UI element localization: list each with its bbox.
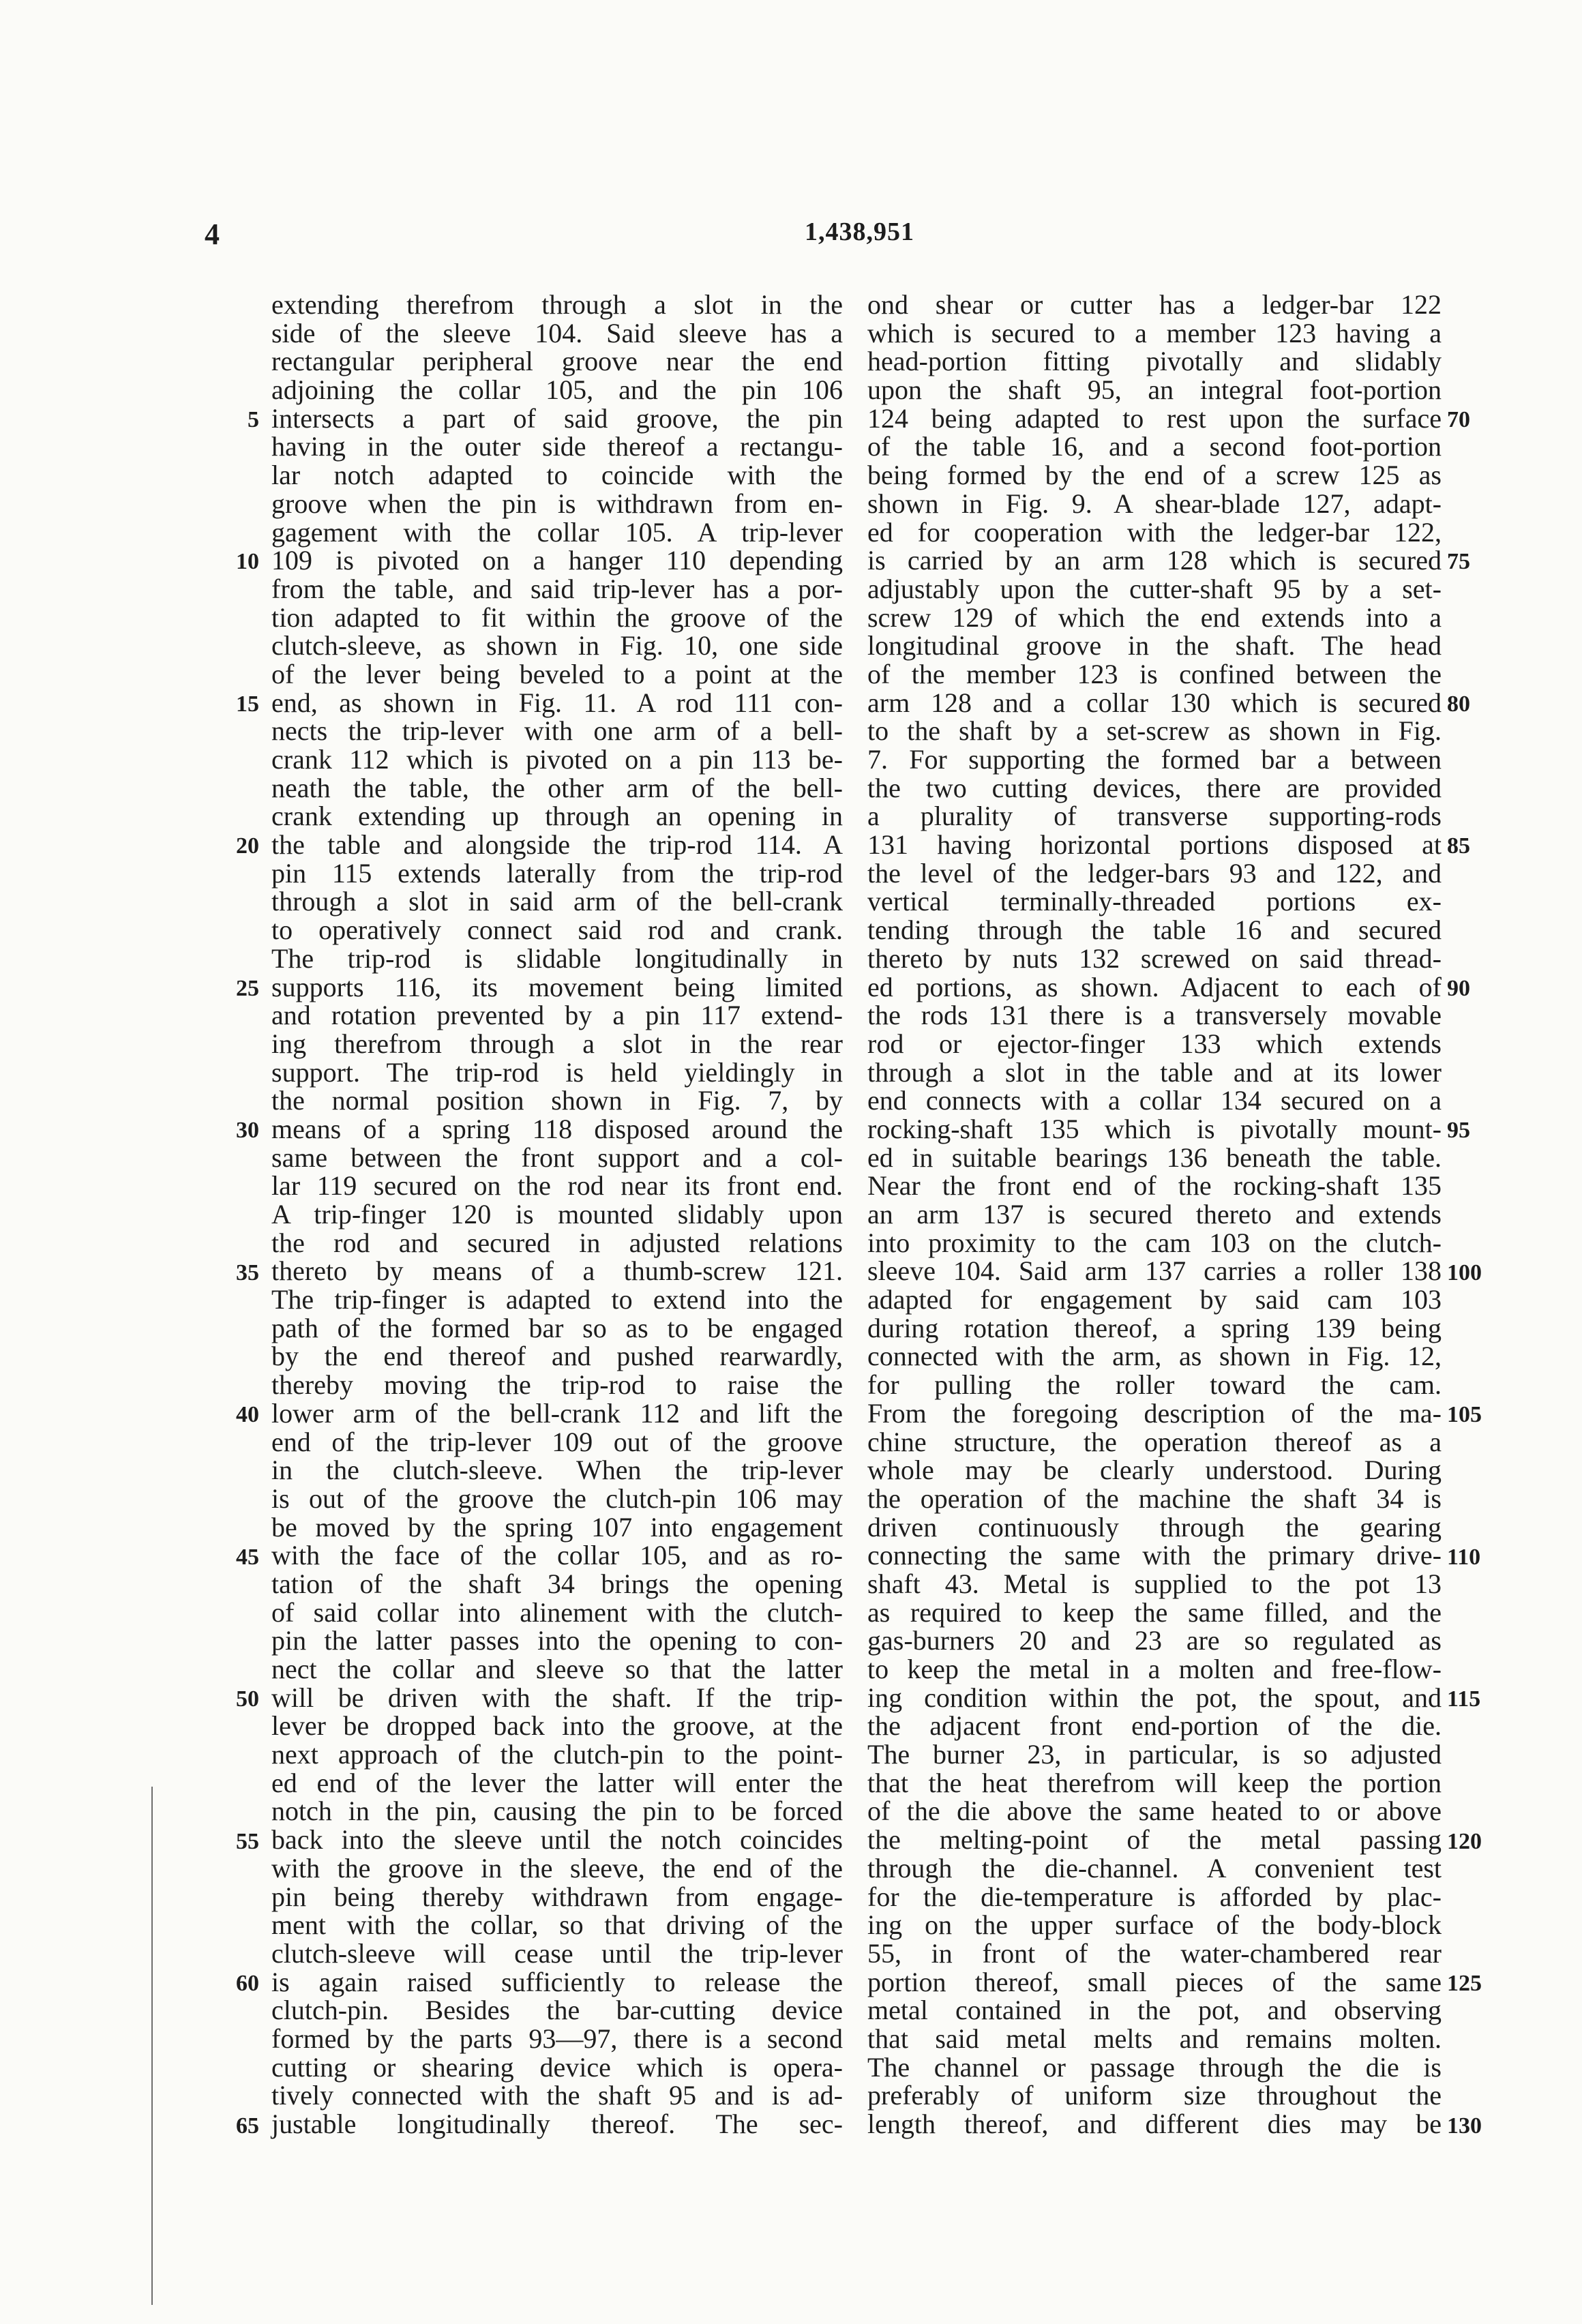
text-line: through a slot in the table and at its lower [867, 1056, 1442, 1088]
text-line: back into the sleeve until the notch coincides [271, 1824, 843, 1856]
patent-number: 1,438,951 [805, 218, 914, 246]
line-number: 80 [1447, 691, 1470, 717]
text-line: that the heat therefrom will keep the portion [867, 1767, 1442, 1798]
text-line: gas-burners 20 and 23 are so regulated as [867, 1625, 1442, 1656]
text-line: ment with the collar, so that driving of the [271, 1909, 843, 1941]
line-number: 130 [1447, 2113, 1482, 2139]
line-number: 105 [1447, 1402, 1482, 1428]
page-number: 4 [205, 218, 220, 251]
right-text-column [867, 290, 1442, 2139]
text-line: of the table 16, and a second foot-portion [867, 431, 1442, 462]
text-line: the two cutting devices, there are provided [867, 772, 1442, 803]
line-number: 65 [236, 2113, 259, 2139]
text-line: ed for cooperation with the ledger-bar 122, [867, 516, 1442, 548]
line-number: 120 [1447, 1828, 1482, 1854]
text-line: From the foregoing description of the ma- [867, 1397, 1442, 1429]
line-number: 20 [236, 833, 259, 859]
text-line: screw 129 of which the end extends into a [867, 601, 1442, 633]
text-line: connected with the arm, as shown in Fig. 12, [867, 1341, 1442, 1372]
text-line: tation of the shaft 34 brings the opening [271, 1568, 843, 1599]
line-number: 10 [236, 549, 259, 575]
text-line: tending through the table 16 and secured [867, 914, 1442, 946]
text-line: and rotation prevented by a pin 117 extend- [271, 1000, 843, 1031]
text-line: metal contained in the pot, and observing [867, 1995, 1442, 2026]
text-line: vertical terminally-threaded portions ex- [867, 886, 1442, 917]
text-line: the rods 131 there is a transversely movable [867, 1000, 1442, 1031]
text-line: the melting-point of the metal passing [867, 1824, 1442, 1856]
text-line: crank extending up through an opening in [271, 801, 843, 832]
line-number: 55 [236, 1828, 259, 1854]
text-line: of the die above the same heated to or above [867, 1796, 1442, 1827]
text-line: gagement with the collar 105. A trip-lever [271, 516, 843, 548]
text-line: the level of the ledger-bars 93 and 122, and [867, 857, 1442, 889]
text-line: adapted for engagement by said cam 103 [867, 1284, 1442, 1315]
text-line: adjoining the collar 105, and the pin 106 [271, 374, 843, 406]
text-line: to operatively connect said rod and crank. [271, 914, 843, 946]
text-line: side of the sleeve 104. Said sleeve has a [271, 317, 843, 348]
text-line: groove when the pin is withdrawn from en- [271, 488, 843, 519]
text-line: Near the front end of the rocking-shaft 135 [867, 1170, 1442, 1202]
line-number: 15 [236, 691, 259, 717]
text-line: having in the outer side thereof a rectangu- [271, 431, 843, 462]
text-line: end of the trip-lever 109 out of the groove [271, 1426, 843, 1457]
text-line: which is secured to a member 123 having a [867, 317, 1442, 348]
text-line: The burner 23, in particular, is so adjusted [867, 1739, 1442, 1770]
margin-rule [151, 1787, 153, 2305]
text-line: through the die-channel. A convenient test [867, 1852, 1442, 1883]
text-line: chine structure, the operation thereof as a [867, 1426, 1442, 1457]
text-line: ing condition within the pot, the spout, and [867, 1682, 1442, 1713]
text-line: crank 112 which is pivoted on a pin 113 be- [271, 744, 843, 775]
line-number: 85 [1447, 833, 1470, 859]
text-line: support. The trip-rod is held yieldingly in [271, 1056, 843, 1088]
text-line: in the clutch-sleeve. When the trip-lever [271, 1455, 843, 1486]
text-line: from the table, and said trip-lever has a por- [271, 573, 843, 604]
text-line: same between the front support and a col- [271, 1142, 843, 1173]
text-line: ed in suitable bearings 136 beneath the table. [867, 1142, 1442, 1173]
text-line: clutch-pin. Besides the bar-cutting device [271, 1995, 843, 2026]
text-line: means of a spring 118 disposed around the [271, 1113, 843, 1144]
text-line: cutting or shearing device which is opera- [271, 2051, 843, 2083]
text-line: next approach of the clutch-pin to the point- [271, 1739, 843, 1770]
text-line: preferably of uniform size throughout the [867, 2080, 1442, 2111]
text-line: whole may be clearly understood. During [867, 1455, 1442, 1486]
text-line: of the lever being beveled to a point at the [271, 658, 843, 689]
text-line: A trip-finger 120 is mounted slidably upon [271, 1199, 843, 1230]
text-line: pin the latter passes into the opening to con- [271, 1625, 843, 1656]
text-line: intersects a part of said groove, the pin [271, 402, 843, 434]
text-line: driven continuously through the gearing [867, 1511, 1442, 1543]
text-line: thereby moving the trip-rod to raise the [271, 1369, 843, 1401]
text-line: adjustably upon the cutter-shaft 95 by a set- [867, 573, 1442, 604]
text-line: is again raised sufficiently to release the [271, 1966, 843, 1997]
text-line: an arm 137 is secured thereto and extends [867, 1199, 1442, 1230]
text-line: that said metal melts and remains molten. [867, 2023, 1442, 2054]
text-line: justable longitudinally thereof. The sec- [271, 2109, 843, 2139]
line-number: 5 [248, 406, 259, 432]
text-line: 7. For supporting the formed bar a between [867, 744, 1442, 775]
text-line: as required to keep the same filled, and the [867, 1596, 1442, 1628]
line-number: 30 [236, 1118, 259, 1144]
text-line: lower arm of the bell-crank 112 and lift the [271, 1397, 843, 1429]
text-line: ond shear or cutter has a ledger-bar 122 [867, 289, 1442, 320]
text-line: into proximity to the cam 103 on the clutch- [867, 1227, 1442, 1258]
line-number: 115 [1447, 1686, 1481, 1712]
text-line: 124 being adapted to rest upon the surface [867, 402, 1442, 434]
text-line: rocking-shaft 135 which is pivotally mount- [867, 1113, 1442, 1144]
text-line: length thereof, and different dies may be [867, 2109, 1442, 2139]
text-line: with the face of the collar 105, and as ro- [271, 1540, 843, 1571]
text-line: tion adapted to fit within the groove of the [271, 601, 843, 633]
text-line: connecting the same with the primary drive- [867, 1540, 1442, 1571]
text-line: nects the trip-lever with one arm of a bell- [271, 715, 843, 747]
line-number: 40 [236, 1402, 259, 1428]
text-line: thereto by nuts 132 screwed on said thread- [867, 942, 1442, 974]
text-line: through a slot in said arm of the bell-crank [271, 886, 843, 917]
line-number: 35 [236, 1260, 259, 1285]
text-line: The trip-rod is slidable longitudinally in [271, 942, 843, 974]
text-line: 109 is pivoted on a hanger 110 depending [271, 545, 843, 576]
text-line: end, as shown in Fig. 11. A rod 111 con- [271, 687, 843, 718]
left-text-column [271, 290, 843, 2139]
line-number: 25 [236, 975, 259, 1001]
text-line: is carried by an arm 128 which is secured [867, 545, 1442, 576]
text-line: neath the table, the other arm of the bell- [271, 772, 843, 803]
text-line: ing on the upper surface of the body-block [867, 1909, 1442, 1941]
text-line: head-portion fitting pivotally and slidably [867, 346, 1442, 377]
text-line: pin 115 extends laterally from the trip-rod [271, 857, 843, 889]
text-line: during rotation thereof, a spring 139 being [867, 1312, 1442, 1343]
text-line: rectangular peripheral groove near the end [271, 346, 843, 377]
text-line: shown in Fig. 9. A shear-blade 127, adapt- [867, 488, 1442, 519]
text-line: the operation of the machine the shaft 34 is [867, 1483, 1442, 1514]
text-line: is out of the groove the clutch-pin 106 may [271, 1483, 843, 1514]
text-line: nect the collar and sleeve so that the latter [271, 1654, 843, 1684]
text-line: to the shaft by a set-screw as shown in Fig. [867, 715, 1442, 747]
line-number: 50 [236, 1686, 259, 1712]
text-line: the normal position shown in Fig. 7, by [271, 1085, 843, 1116]
line-number: 125 [1447, 1971, 1482, 1997]
text-line: with the groove in the sleeve, the end of the [271, 1852, 843, 1883]
text-line: formed by the parts 93—97, there is a second [271, 2023, 843, 2054]
text-line: end connects with a collar 134 secured on a [867, 1085, 1442, 1116]
line-number: 70 [1447, 406, 1470, 432]
text-line: will be driven with the shaft. If the trip- [271, 1682, 843, 1713]
text-line: clutch-sleeve, as shown in Fig. 10, one side [271, 630, 843, 661]
text-line: clutch-sleeve will cease until the trip-lever [271, 1937, 843, 1969]
text-line: a plurality of transverse supporting-rods [867, 801, 1442, 832]
line-number: 90 [1447, 975, 1470, 1001]
text-line: shaft 43. Metal is supplied to the pot 13 [867, 1568, 1442, 1599]
text-line: supports 116, its movement being limited [271, 971, 843, 1002]
text-line: for pulling the roller toward the cam. [867, 1369, 1442, 1401]
text-line: by the end thereof and pushed rearwardly, [271, 1341, 843, 1372]
text-line: longitudinal groove in the shaft. The head [867, 630, 1442, 661]
text-line: of the member 123 is confined between the [867, 658, 1442, 689]
text-line: the rod and secured in adjusted relations [271, 1227, 843, 1258]
text-line: lar notch adapted to coincide with the [271, 460, 843, 491]
line-number: 110 [1447, 1544, 1481, 1570]
text-line: pin being thereby withdrawn from engage- [271, 1881, 843, 1912]
text-line: thereto by means of a thumb-screw 121. [271, 1255, 843, 1287]
line-number: 60 [236, 1971, 259, 1997]
line-number: 45 [236, 1544, 259, 1570]
text-line: 55, in front of the water-chambered rear [867, 1937, 1442, 1969]
text-line: for the die-temperature is afforded by plac- [867, 1881, 1442, 1912]
text-line: of said collar into alinement with the clutch- [271, 1596, 843, 1628]
line-number: 100 [1447, 1260, 1482, 1285]
text-line: arm 128 and a collar 130 which is secured [867, 687, 1442, 718]
text-line: path of the formed bar so as to be engaged [271, 1312, 843, 1343]
page-header [0, 217, 1582, 258]
text-line: ed end of the lever the latter will enter the [271, 1767, 843, 1798]
text-line: ed portions, as shown. Adjacent to each of [867, 971, 1442, 1002]
text-line: 131 having horizontal portions disposed at [867, 829, 1442, 861]
text-line: being formed by the end of a screw 125 as [867, 460, 1442, 491]
text-line: notch in the pin, causing the pin to be forced [271, 1796, 843, 1827]
text-line: sleeve 104. Said arm 137 carries a roller 138 [867, 1255, 1442, 1287]
text-line: ing therefrom through a slot in the rear [271, 1028, 843, 1059]
text-line: tively connected with the shaft 95 and is ad- [271, 2080, 843, 2111]
text-line: the adjacent front end-portion of the die. [867, 1710, 1442, 1742]
text-line: to keep the metal in a molten and free-flow- [867, 1654, 1442, 1684]
text-line: The trip-finger is adapted to extend into the [271, 1284, 843, 1315]
text-line: lar 119 secured on the rod near its front end. [271, 1170, 843, 1202]
line-number: 75 [1447, 549, 1470, 575]
text-line: upon the shaft 95, an integral foot-portion [867, 374, 1442, 406]
text-line: extending therefrom through a slot in the [271, 289, 843, 320]
text-line: The channel or passage through the die is [867, 2051, 1442, 2083]
text-line: portion thereof, small pieces of the same [867, 1966, 1442, 1997]
text-line: rod or ejector-finger 133 which extends [867, 1028, 1442, 1059]
text-line: lever be dropped back into the groove, at the [271, 1710, 843, 1742]
text-line: be moved by the spring 107 into engagement [271, 1511, 843, 1543]
line-number: 95 [1447, 1118, 1470, 1144]
text-line: the table and alongside the trip-rod 114. A [271, 829, 843, 861]
